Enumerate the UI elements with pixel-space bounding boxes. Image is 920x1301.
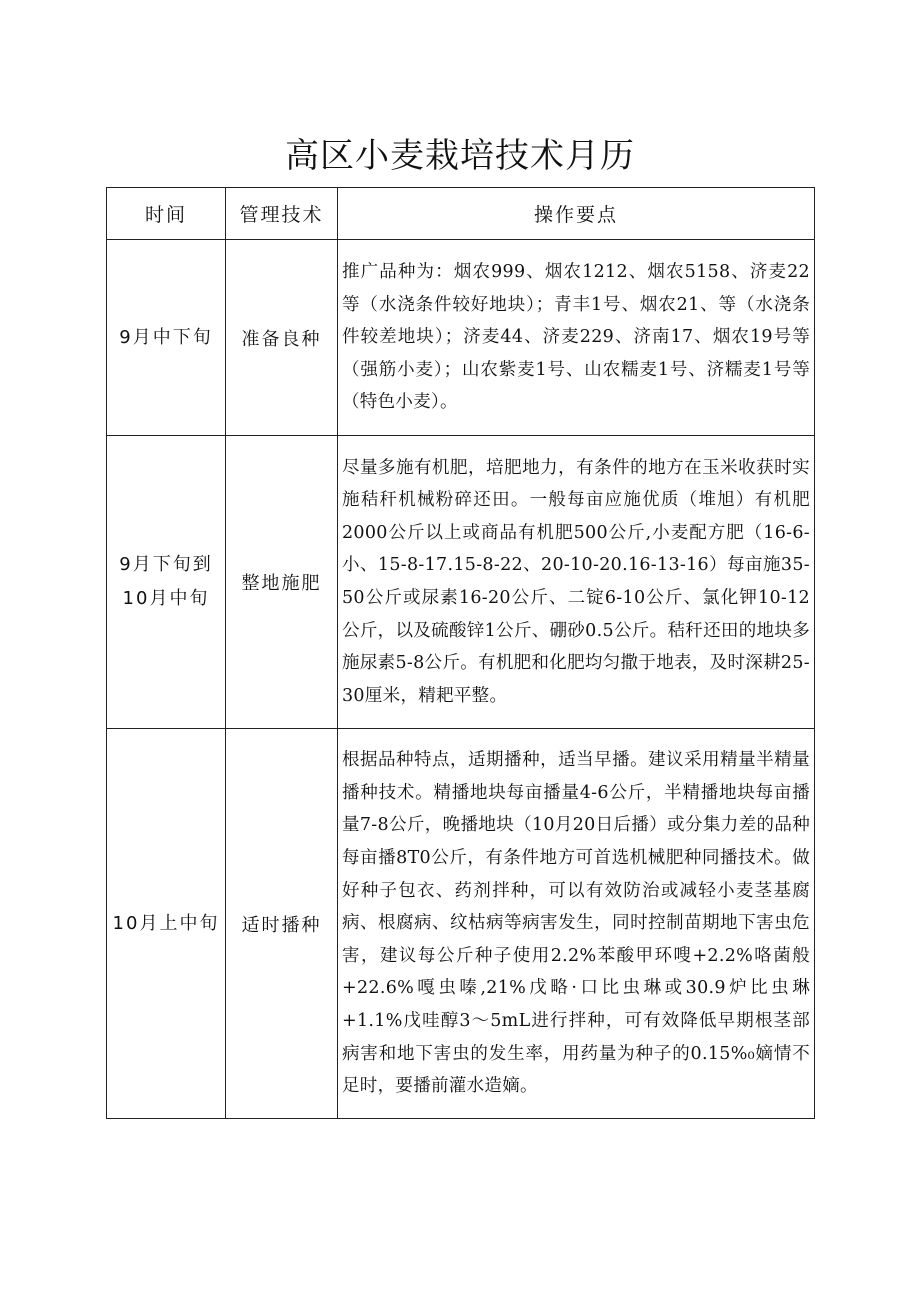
header-points: 操作要点	[338, 188, 815, 240]
table-header-row	[107, 188, 815, 240]
calendar-table	[106, 187, 815, 1119]
page-title: 高区小麦栽培技术月历	[285, 136, 635, 176]
table-row	[107, 240, 815, 436]
table-row	[107, 729, 815, 1119]
row-technique: 整地施肥	[226, 436, 338, 729]
row-technique: 适时播种	[226, 729, 338, 1119]
row-time	[107, 436, 226, 729]
row-technique: 准备良种	[226, 240, 338, 436]
row-points: 推广品种为：烟农999、烟农1212、烟农5158、济麦22等（水浇条件较好地块）；青丰1号、烟农21、等（水浇条件较差地块）；济麦44、济麦229、济南17、烟农19号等（强筋小麦）；山农紫麦1号、山农糯麦1号、济糯麦1号等（特色小麦）。	[338, 240, 815, 436]
row-points: 根据品种特点，适期播种，适当早播。建议采用精量半精量播种技术。精播地块每亩播量4-6公斤，半精播地块每亩播量7-8公斤，晚播地块（10月20日后播）或分集力差的品种每亩播8T0公斤，有条件地方可首选机械肥种同播技术。做好种子包衣、药剂拌种，可以有效防治或减轻小麦茎基腐病、根腐病、纹枯病等病害发生，同时控制苗期地下害虫危害，建议每公斤种子使用2.2%苯酸甲环嗖+2.2%咯菌般+22.6%嘎虫嗪,21%戊略·口比虫琳或30.9炉比虫琳+1.1%戊哇醇3～5mL进行拌种，可有效降低早期根茎部病害和地下害虫的发生率，用药量为种子的0.15%₀嫡情不足时，要播前灌水造嫡。	[338, 729, 815, 1119]
header-time: 时间	[107, 188, 226, 240]
row-time-text: 9月下旬到10月中旬	[119, 554, 213, 609]
row-time: 9月中下旬	[107, 240, 226, 436]
header-technique: 管理技术	[226, 188, 338, 240]
row-points: 尽量多施有机肥，培肥地力，有条件的地方在玉米收获时实施秸秆机械粉碎还田。一般每亩应施优质（堆旭）有机肥2000公斤以上或商品有机肥500公斤,小麦配方肥（16-6-小、15-8-17.15-8-22、20-10-20.16-13-16）每亩施35-50公斤或尿素16-20公斤、二锭6-10公斤、氯化钾10-12公斤，以及硫酸锌1公斤、硼砂0.5公斤。秸秆还田的地块多施尿素5-8公斤。有机肥和化肥均匀撒于地表，及时深耕25-30厘米，精耙平整。	[338, 436, 815, 729]
table-row	[107, 436, 815, 729]
row-time: 10月上中旬	[107, 729, 226, 1119]
